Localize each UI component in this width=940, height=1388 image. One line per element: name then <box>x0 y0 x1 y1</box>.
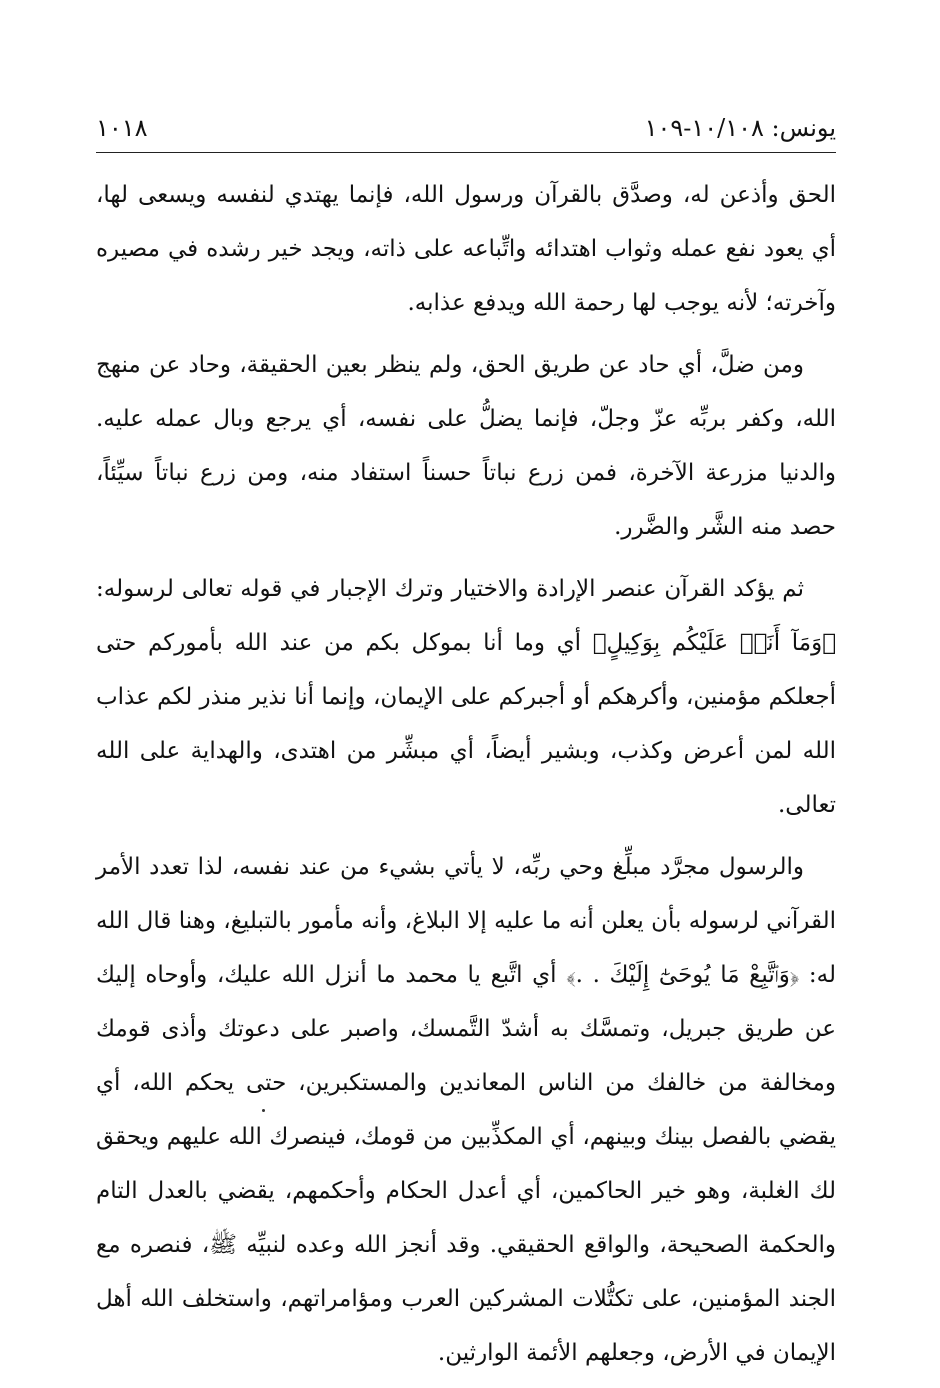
body-text <box>96 168 836 1388</box>
paragraph: الحق وأذعن له، وصدَّق بالقرآن ورسول الله، فإنما يهتدي لنفسه ويسعى لها، أي يعود نفع عمله وثواب اهتدائه واتِّباعه على ذاته، ويجد خير رشده في مصيره وآخرته؛ لأنه يوجب لها رحمة الله ويدفع عذابه. <box>96 182 836 316</box>
paragraph: والرسول مجرَّد مبلِّغ وحي ربِّه، لا يأتي بشيء من عند نفسه، لذا تعدد الأمر القرآني لرسوله بأن يعلن أنه ما عليه إلا البلاغ، وأنه مأمور بالتبليغ، وهنا قال الله له: ﴿وَٱتَّبِعْ مَا يُوحَىٰٓ إِلَيْكَ . .﴾ أي اتَّبع يا محمد ما أنزل الله عليك، وأوحاه إليك عن طريق جبريل، وتمسَّك به أشدّ التَّمسك، واصبر على دعوتك وأذى قومك ومخالفة من خالفك من الناس المعاندين والمستكبرين، حتى يحكم الله، أي يقضي بالفصل بينك وبينهم، أي المكذِّبين من قومك، فينصرك الله عليهم ويحقق لك الغلبة، وهو خير الحاكمين، أي أعدل الحكام وأحكمهم، يقضي بالعدل التام والحكمة الصحيحة، والواقع الحقيقي. وقد أنجز الله وعده لنبيِّه ﷺ، فنصره مع الجند المؤمنين، على تكتُّلات المشركين العرب ومؤامراتهم، واستخلف الله أهل الإيمان في الأرض، وجعلهم الأئمة الوارثين. <box>96 854 836 1366</box>
scan-speck <box>262 1109 265 1112</box>
paragraph: ثم يؤكد القرآن عنصر الإرادة والاختيار وترك الإجبار في قوله تعالى لرسوله: ﴿وَمَآ أَنَا۠ عَلَيْكُم بِوَكِيلٍ﴾ أي وما أنا بموكل بكم من عند الله بأموركم حتى أجعلكم مؤمنين، وأكرهكم أو أجبركم على الإيمان، وإنما أنا نذير منذر لكم عذاب الله لمن أعرض وكذب، وبشير أيضاً، أي مبشِّر من اهتدى، والهداية على الله تعالى. <box>96 576 836 818</box>
running-header <box>96 112 836 144</box>
header-title: يونس: ١٠/١٠٨-١٠٩ <box>644 114 836 142</box>
page-number: ١٠١٨ <box>96 114 148 142</box>
header-divider <box>96 152 836 153</box>
paragraph: ومن ضلَّ، أي حاد عن طريق الحق، ولم ينظر بعين الحقيقة، وحاد عن منهج الله، وكفر بربِّه عزّ وجلّ، فإنما يضلُّ على نفسه، أي يرجع وبال عمله عليه. والدنيا مزرعة الآخرة، فمن زرع نباتاً حسناً استفاد منه، ومن زرع نباتاً سيِّئاً، حصد منه الشَّر والضَّرر. <box>96 352 836 540</box>
